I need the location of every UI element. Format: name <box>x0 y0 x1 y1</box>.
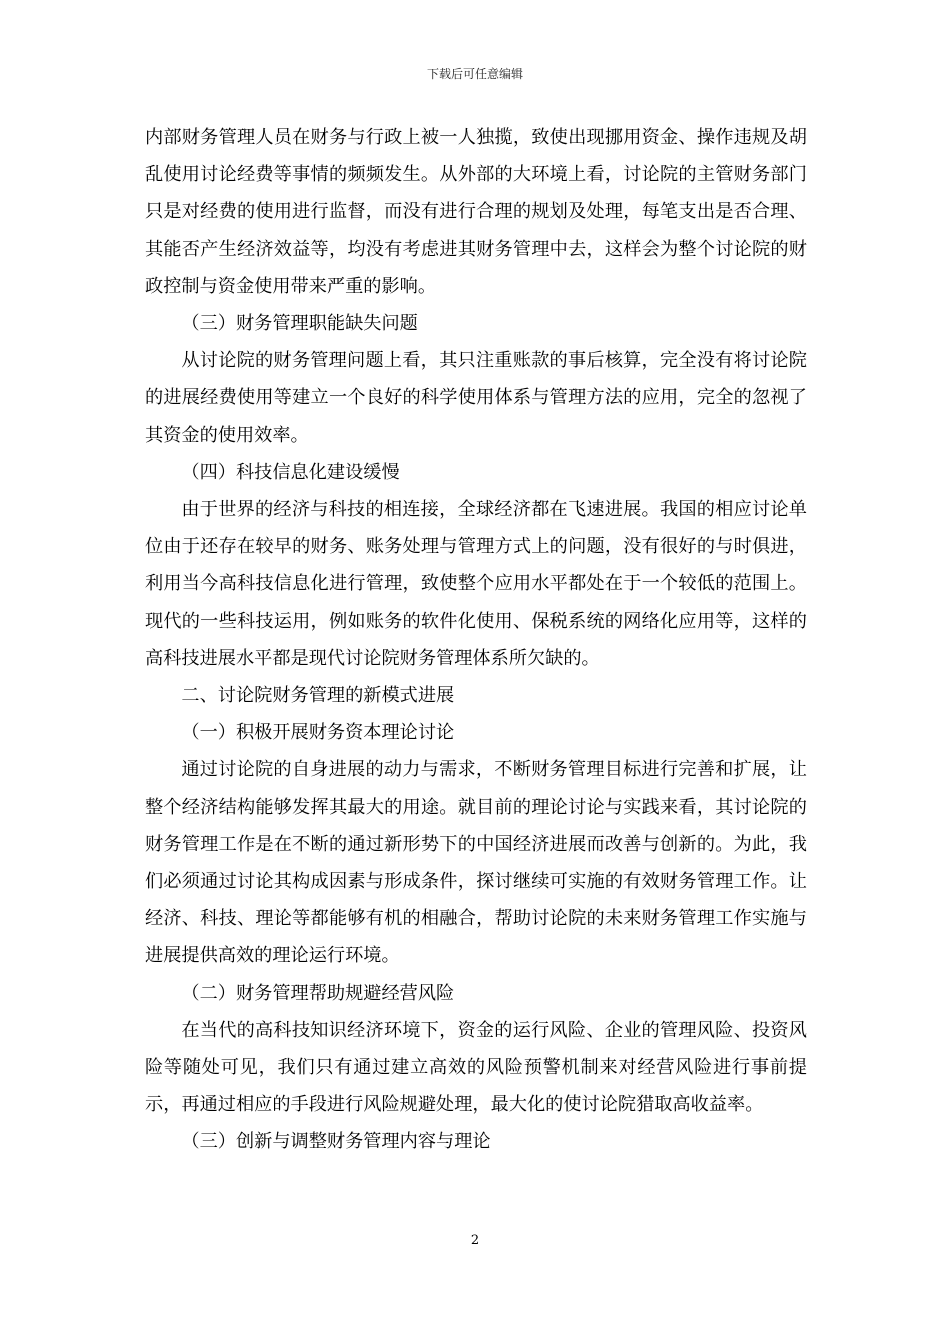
document-body <box>145 119 807 1161</box>
section-heading-4: （四）科技信息化建设缓慢 <box>181 461 400 483</box>
paragraph: 由于世界的经济与科技的相连接，全球经济都在飞速进展。我国的相应讨论单位由于还存在较早的财务、账务处理与管理方式上的问题，没有很好的与时俱进，利用当今高科技信息化进行管理，致使整个应用水平都处在于一个较低的范围上。现代的一些科技运用，例如账务的软件化使用、保税系统的网络化应用等，这样的高科技进展水平都是现代讨论院财务管理体系所欠缺的。 <box>145 499 807 669</box>
paragraph: 通过讨论院的自身进展的动力与需求，不断财务管理目标进行完善和扩展，让整个经济结构能够发挥其最大的用途。就目前的理论讨论与实践来看，其讨论院的财务管理工作是在不断的通过新形势下的中国经济进展而改善与创新的。为此，我们必须通过讨论其构成因素与形成条件，探讨继续可实施的有效财务管理工作。让经济、科技、理论等都能够有机的相融合，帮助讨论院的未来财务管理工作实施与进展提供高效的理论运行环境。 <box>145 759 807 967</box>
chapter-heading-2: 二、讨论院财务管理的新模式进展 <box>181 685 455 707</box>
paragraph: 在当代的高科技知识经济环境下，资金的运行风险、企业的管理风险、投资风险等随处可见，我们只有通过建立高效的风险预警机制来对经营风险进行事前提示，再通过相应的手段进行风险规避处理，最大化的使讨论院猎取高收益率。 <box>145 1019 807 1116</box>
paragraph: 从讨论院的财务管理问题上看，其只注重账款的事后核算，完全没有将讨论院的进展经费使用等建立一个良好的科学使用体系与管理方法的应用，完全的忽视了其资金的使用效率。 <box>145 350 807 446</box>
page-header: 下载后可任意编辑 <box>426 67 523 81</box>
section-heading-3: （三）财务管理职能缺失问题 <box>181 313 418 335</box>
section-heading-2: （二）财务管理帮助规避经营风险 <box>181 982 455 1004</box>
section-heading-3b: （三）创新与调整财务管理内容与理论 <box>181 1131 491 1153</box>
paragraph-continued: 内部财务管理人员在财务与行政上被一人独揽，致使出现挪用资金、操作违规及胡乱使用讨论经费等事情的频频发生。从外部的大环境上看，讨论院的主管财务部门只是对经费的使用进行监督，而没有进行合理的规划及处理，每笔支出是否合理、其能否产生经济效益等，均没有考虑进其财务管理中去，这样会为整个讨论院的财政控制与资金使用带来严重的影响。 <box>145 127 807 297</box>
section-heading-1: （一）积极开展财务资本理论讨论 <box>181 722 455 744</box>
page-number: 2 <box>470 1233 480 1248</box>
